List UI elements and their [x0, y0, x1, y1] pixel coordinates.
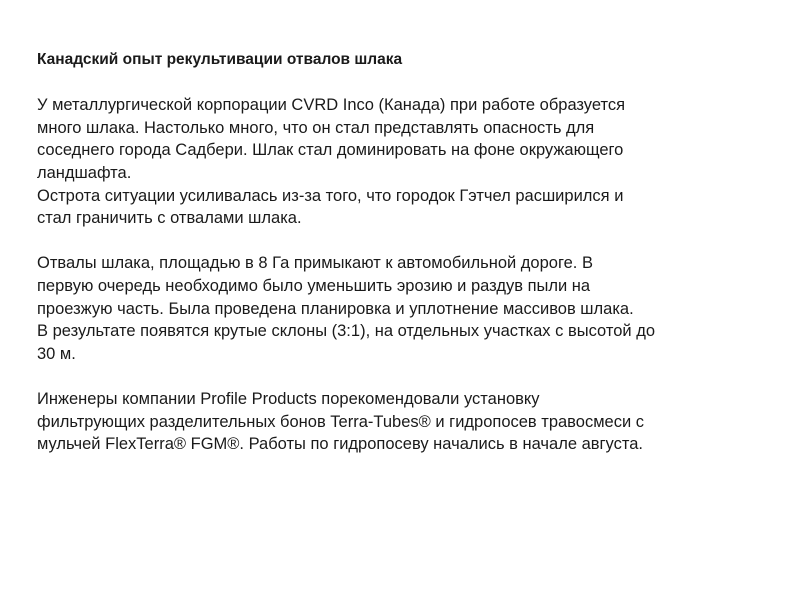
paragraph-2 — [37, 252, 777, 365]
paragraph-line: ландшафта. — [37, 163, 132, 182]
slide-title: Канадский опыт рекультивации отвалов шлака — [37, 51, 403, 68]
paragraph-line: Инженеры компании Profile Products порекомендовали установку — [37, 389, 540, 408]
text-block — [37, 49, 777, 456]
paragraph-line: 30 м. — [37, 344, 76, 363]
paragraph-line: стал граничить с отвалами шлака. — [37, 209, 302, 228]
paragraph-line: Отвалы шлака, площадью в 8 Га примыкают к автомобильной дороге. В — [37, 254, 593, 273]
paragraph-line: В результате появятся крутые склоны (3:1), на отдельных участках с высотой до — [37, 322, 656, 341]
paragraph-line: первую очередь необходимо было уменьшить эрозию и раздув пыли на — [37, 276, 591, 295]
spacer — [37, 230, 777, 253]
spacer — [37, 72, 777, 95]
paragraph-line: фильтрующих разделительных бонов Terra-Tubes® и гидропосев травосмеси с — [37, 412, 645, 431]
paragraph-line: много шлака. Настолько много, что он стал представлять опасность для — [37, 118, 595, 137]
paragraph-line: У металлургической корпорации CVRD Inco (Канада) при работе образуется — [37, 96, 626, 115]
paragraph-line: Острота ситуации усиливалась из-за того, что городок Гэтчел расширился и — [37, 186, 624, 205]
spacer — [37, 365, 777, 388]
paragraph-line: мульчей FlexTerra® FGM®. Работы по гидропосеву начались в начале августа. — [37, 435, 644, 454]
paragraph-line: соседнего города Садбери. Шлак стал доминировать на фоне окружающего — [37, 141, 624, 160]
paragraph-line: проезжую часть. Была проведена планировка и уплотнение массивов шлака. — [37, 299, 634, 318]
paragraph-3 — [37, 388, 777, 456]
paragraph-1 — [37, 94, 777, 230]
